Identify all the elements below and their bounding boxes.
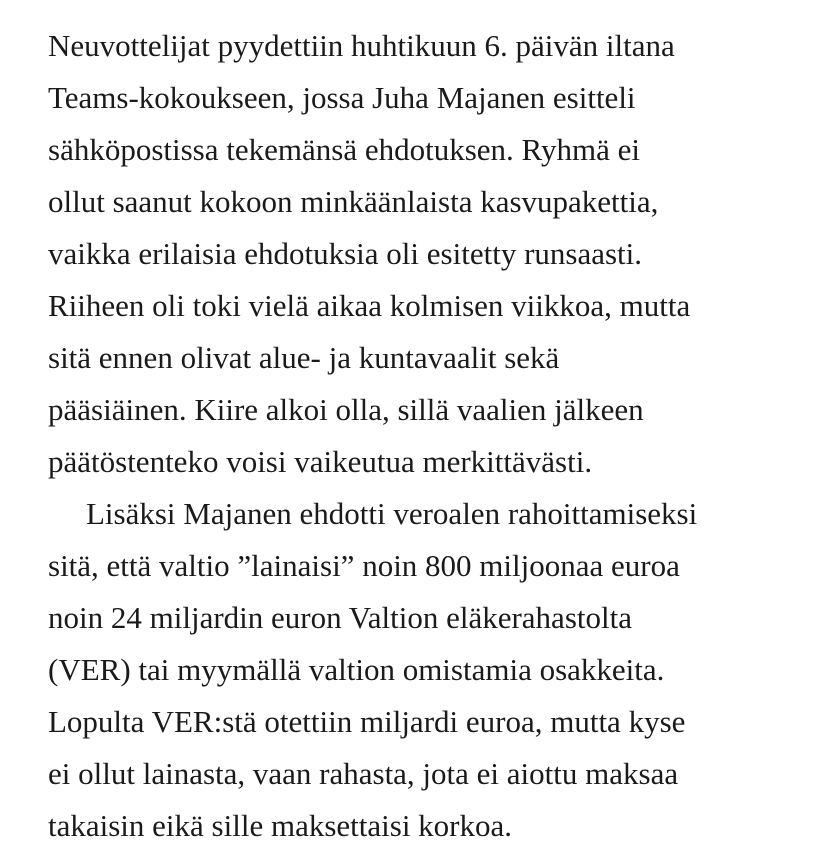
text-line: (VER) tai myymällä valtion omistamia osakkeita. xyxy=(48,652,665,687)
text-line: noin 24 miljardin euron Valtion eläkerahastolta xyxy=(48,600,632,635)
text-line: vaikka erilaisia ehdotuksia oli esitetty runsaasti. xyxy=(48,236,643,271)
text-line: takaisin eikä sille maksettaisi korkoa. xyxy=(48,808,513,843)
paragraph-2 xyxy=(48,488,818,850)
text-line: ollut saanut kokoon minkäänlaista kasvupakettia, xyxy=(48,184,659,219)
text-line: Riiheen oli toki vielä aikaa kolmisen viikkoa, mutta xyxy=(48,288,691,323)
text-line: sähköpostissa tekemänsä ehdotuksen. Ryhmä ei xyxy=(48,132,640,167)
text-line: päätöstenteko voisi vaikeutua merkittävästi. xyxy=(48,444,593,479)
text-line: Lisäksi Majanen ehdotti veroalen rahoittamiseksi xyxy=(86,496,698,531)
text-line: sitä, että valtio ”lainaisi” noin 800 miljoonaa euroa xyxy=(48,548,680,583)
text-line: pääsiäinen. Kiire alkoi olla, sillä vaalien jälkeen xyxy=(48,392,644,427)
text-line: sitä ennen olivat alue- ja kuntavaalit sekä xyxy=(48,340,560,375)
text-line: Neuvottelijat pyydettiin huhtikuun 6. päivän iltana xyxy=(48,28,675,63)
paragraph-1 xyxy=(48,20,818,488)
text-line: Teams-kokoukseen, jossa Juha Majanen esitteli xyxy=(48,80,636,115)
text-line: ei ollut lainasta, vaan rahasta, jota ei aiottu maksaa xyxy=(48,756,679,791)
text-line: Lopulta VER:stä otettiin miljardi euroa, mutta kyse xyxy=(48,704,686,739)
